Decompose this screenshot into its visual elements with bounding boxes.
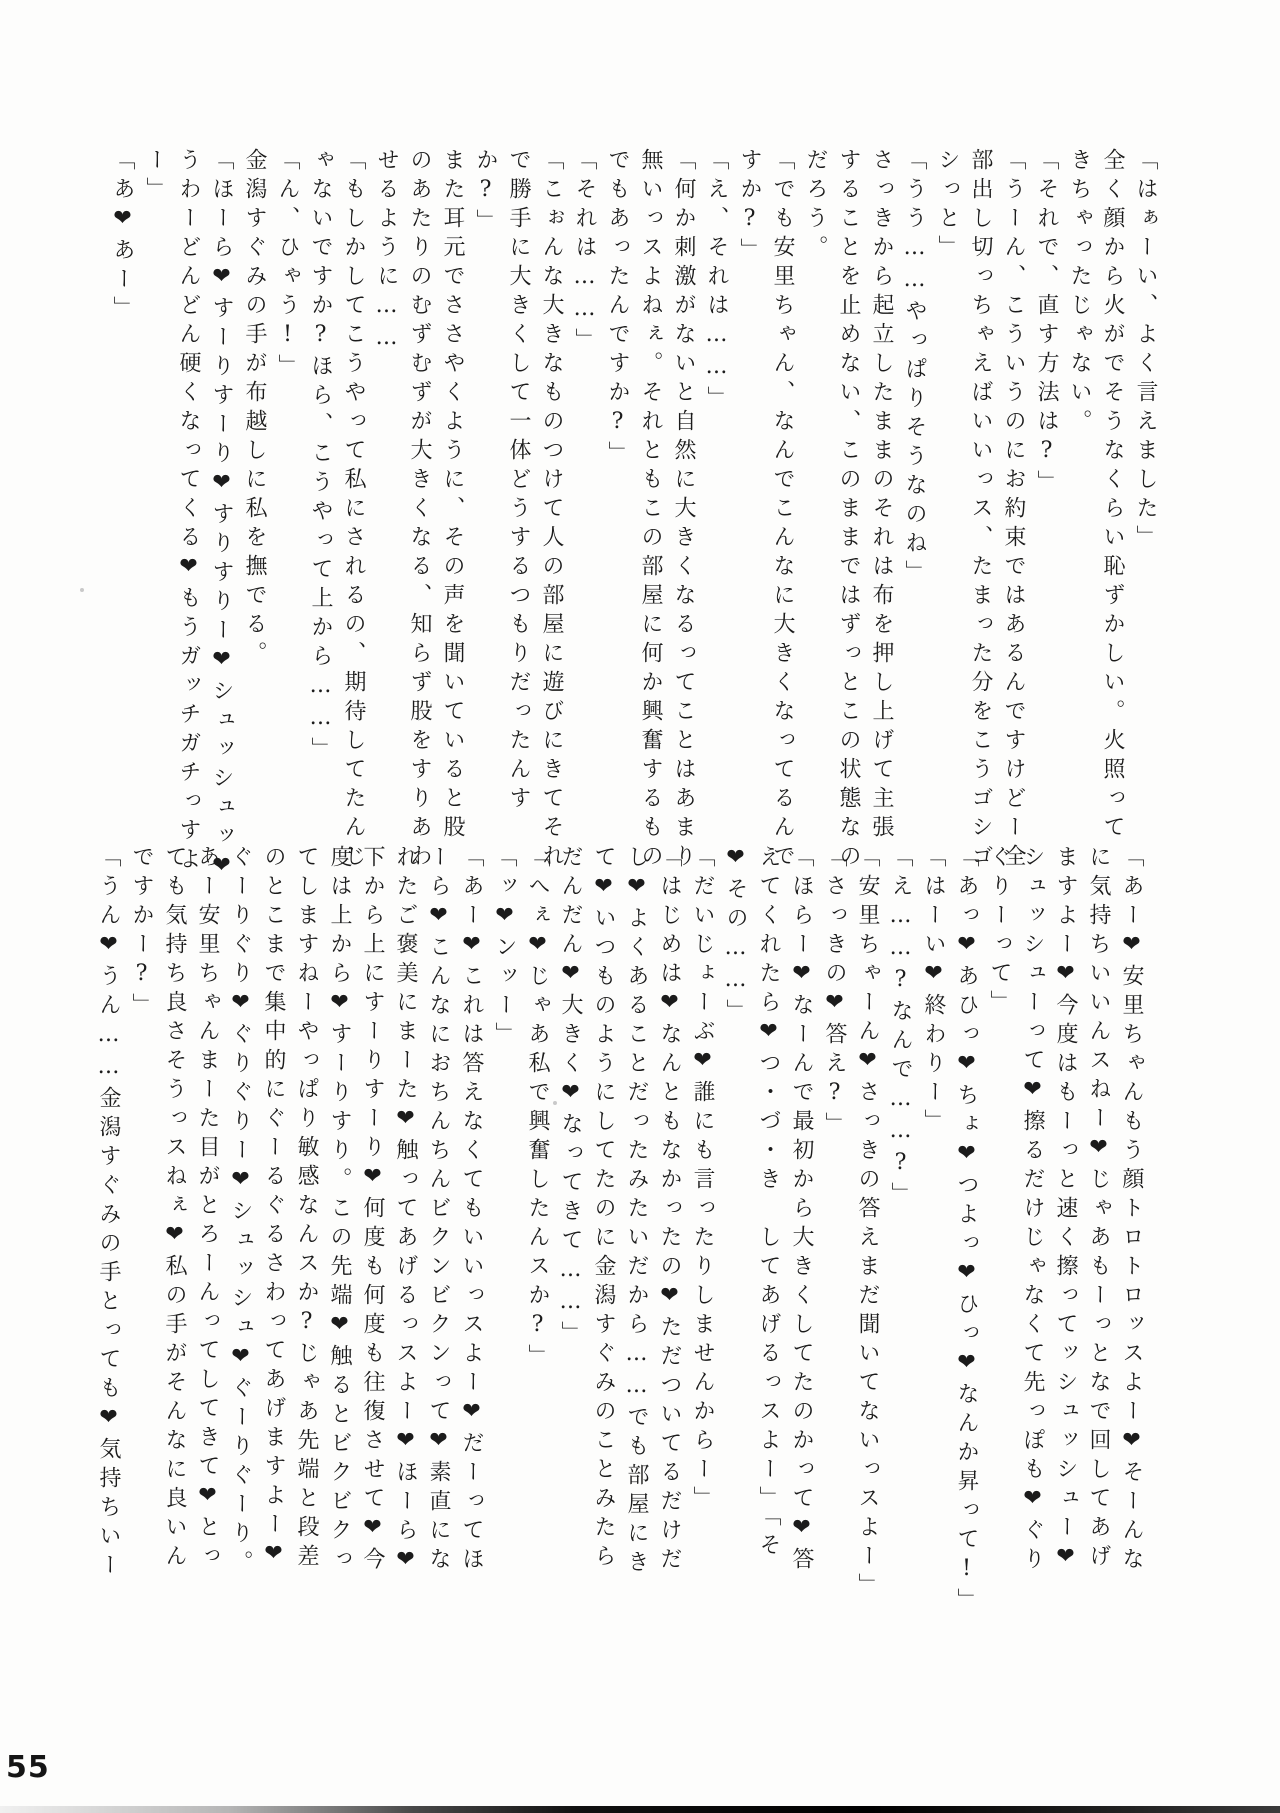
page-number: 55 <box>6 1750 50 1785</box>
text-column: また耳元でささやくように、その声を聞いていると股 <box>440 148 465 844</box>
text-column: 「へぇ❤じゃあ私で興奮したんスか?」 <box>525 845 550 1373</box>
text-column: 「それは……」 <box>572 148 597 357</box>
text-column: 「何か刺激がないと自然に大きくなるってことはあまり <box>671 148 696 873</box>
scan-edge-artifact <box>0 1806 1280 1813</box>
text-column: 無いっスよねぇ。それともこの部屋に何か興奮するもの <box>638 148 663 873</box>
text-column: ❤その……」 <box>723 845 748 1028</box>
text-column: 「はじめは❤なんともなかったの❤ただついてるだけだ <box>657 845 682 1576</box>
text-column: ぐりーって」 <box>987 845 1012 1019</box>
text-column: 度は上から❤すーりすり。この先端❤触るとビクビクっ <box>327 845 352 1576</box>
text-column: 「あっ❤あひっ❤ちょ❤つよっ❤ひっ❤なんか昇って!」 <box>954 845 979 1617</box>
text-column: せるように…… <box>374 148 399 357</box>
text-column: だんだん❤大きく❤なってきて……」 <box>558 845 583 1350</box>
text-column: あー安里ちゃんまーた目がとろーんってしてきて❤とっ <box>195 845 220 1573</box>
text-column: 「ん、ひゃう!」 <box>275 148 300 383</box>
text-column: 「それで、直す方法は?」 <box>1034 148 1059 499</box>
text-column: に気持ちいいんスねー❤じゃあもーっとなで回してあげ <box>1086 845 1111 1573</box>
text-column: のあたりのむずむずが大きくなる、知らず股をすりあわ <box>407 148 432 873</box>
text-column: 「あー❤これは答えなくてもいいっスよー❤だーってほ <box>459 845 484 1576</box>
text-column: 「だいじょーぶ❤誰にも言ったりしませんからー」 <box>690 845 715 1515</box>
text-column: ますよー❤今度はもーっと速く擦ってッシュッシュー❤ <box>1053 845 1078 1576</box>
text-column: 「うう……やっぱりそうなのね」 <box>902 148 927 589</box>
text-column: 「でも安里ちゃん、なんでこんなに大きくなってるんで <box>770 148 795 873</box>
text-column: 「さっきの❤答え?」 <box>822 845 847 1141</box>
text-column: て❤いつものようにしてたのに金潟すぐみのことみたら <box>591 845 616 1573</box>
text-column: 「安里ちゃーん❤さっきの答えまだ聞いてないっスよー」 <box>855 845 880 1602</box>
text-column: 「もしかしてこうやって私にされるの、期待してたんじ <box>341 148 366 873</box>
text-column: れたご褒美にまーた❤触ってあげるっスよー❤ほーら❤ <box>393 845 418 1579</box>
vertical-text-block-top <box>106 148 1162 928</box>
text-column: 「うーん、こういうのにお約束ではあるんですけどー全 <box>1001 148 1026 873</box>
text-column: シュッシューって❤擦るだけじゃなくて先っぽも❤ぐり <box>1020 845 1045 1576</box>
text-column: ー」 <box>143 148 168 206</box>
text-column: 「ッ❤ンッー」 <box>492 845 517 1051</box>
scan-artifact-speck <box>553 1101 557 1105</box>
text-column: 「あー❤安里ちゃんもう顔トロトロッスよー❤そーんな <box>1119 845 1144 1576</box>
text-column: ゃないですか?ほら、こうやって上から……」 <box>308 148 333 766</box>
text-column: てしますねーやっぱり敏感なんスか?じゃあ先端と段差 <box>294 845 319 1573</box>
text-column: 下から上にすーりすーり❤何度も何度も往復させて❤今 <box>360 845 385 1576</box>
text-column: ですかー?」 <box>129 845 154 1022</box>
text-column: 部出し切っちゃえばいいっス、たまった分をこうゴシゴ <box>968 148 993 873</box>
text-column: きちゃったじゃない。 <box>1067 148 1092 438</box>
text-column: 「え……?なんで……?」 <box>888 845 913 1211</box>
text-column: えてくれたら❤つ・づ・き してあげるっスよー」「そ <box>756 845 781 1562</box>
text-column: のとこまで集中的にぐーるぐるさわってあげますよー❤ <box>261 845 286 1573</box>
vertical-text-block-bottom <box>92 845 1148 1710</box>
text-column: 「え、それは……」 <box>704 148 729 415</box>
text-column: することを止めない、このままではずっとこの状態なの <box>836 148 861 873</box>
text-column: 「ほーら❤すーりすーり❤すりすりー❤シュッシュッ❤ <box>209 148 234 885</box>
text-column: 「はーい❤終わりー」 <box>921 845 946 1138</box>
text-column: 全く顔から火がでそうなくらい恥ずかしい。火照って <box>1100 148 1125 844</box>
text-column: 「ほらー❤なーんで最初から大きくしてたのかって❤答 <box>789 845 814 1576</box>
scan-artifact-speck <box>80 588 84 592</box>
text-column: し❤よくあることだったみたいだから……でも部屋にき <box>624 845 649 1579</box>
text-column: ても気持ち良さそうっスねぇ❤私の手がそんなに良いん <box>162 845 187 1573</box>
text-column: 「うん❤うん……金潟すぐみの手とっても❤気持ちいー <box>96 845 121 1582</box>
text-column: で勝手に大きくして一体どうするつもりだったんす <box>506 148 531 815</box>
text-column: すか?」 <box>737 148 762 267</box>
text-column: 金潟すぐみの手が布越しに私を撫でる。 <box>242 148 267 670</box>
text-column: でもあったんですか?」 <box>605 148 630 470</box>
text-column: さっきから起立したままのそれは布を押し上げて主張 <box>869 148 894 844</box>
text-column: 「こぉんな大きなものつけて人の部屋に遊びにきてそれ <box>539 148 564 873</box>
text-column: 「あ❤あー」 <box>110 148 135 325</box>
text-column: ーら❤こんなにおちんちんビクンビクンって❤素直にな <box>426 845 451 1576</box>
text-column: 「はぁーい、よく言えました」 <box>1133 148 1158 554</box>
text-column: シっと」 <box>935 148 960 264</box>
text-column: うわーどんどん硬くなってくる❤もうガッチガチっすよ <box>176 148 201 876</box>
text-column: だろう。 <box>803 148 828 264</box>
text-column: ぐーりぐり❤ぐりぐりー❤シュッシュ❤ぐーりぐーり。 <box>228 845 253 1579</box>
text-column: か?」 <box>473 148 498 238</box>
